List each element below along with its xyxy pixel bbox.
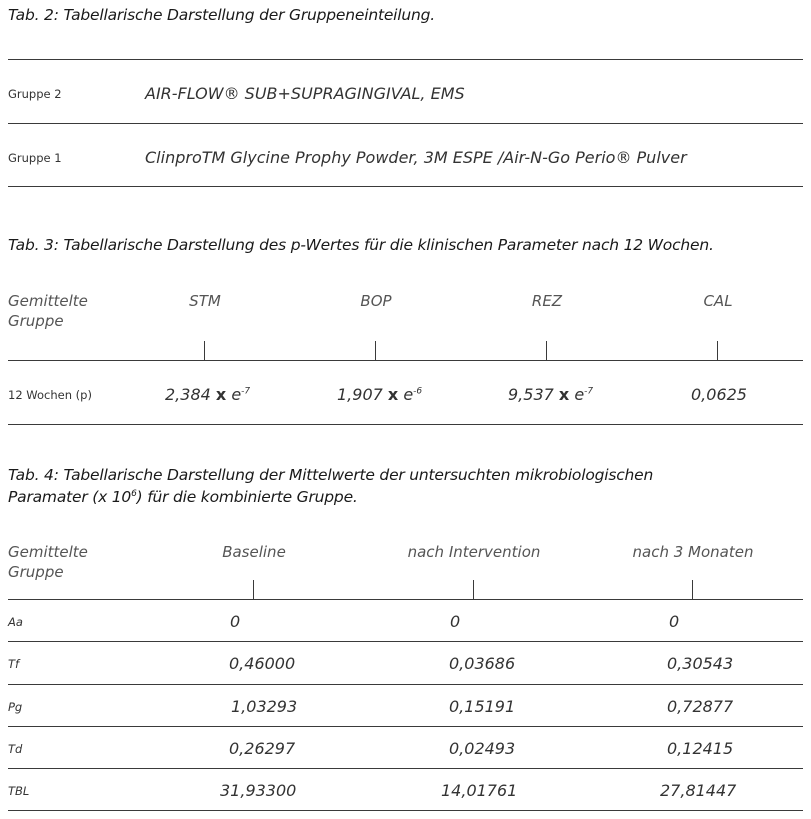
tab3-col-tick [375, 341, 376, 360]
tab3-col-tick [546, 341, 547, 360]
tab4-cell: 0,30543 [667, 654, 734, 673]
tab3-header-rule [8, 360, 803, 361]
tab4-row-label: TBL [8, 784, 30, 798]
tab3-col-tick [204, 341, 205, 360]
tab2-row-group: Gruppe 2 [8, 87, 62, 101]
tab4-cell: 0,02493 [449, 739, 516, 758]
tab4-col-header: Baseline [222, 543, 286, 561]
tab4-row-label: Aa [8, 615, 23, 629]
tab4-header-left-line1: Gemittelte [8, 543, 88, 561]
tab4-row-label: Td [8, 742, 23, 756]
tab4-cell: 0,26297 [229, 739, 296, 758]
tab3-col-header: STM [189, 292, 221, 310]
tab4-row-rule [8, 726, 803, 727]
tab4-header-left [8, 542, 88, 582]
tab4-col-tick [692, 580, 693, 599]
tab3-col-header: CAL [703, 292, 733, 310]
tab4-row-rule [8, 768, 803, 769]
tab4-row-rule [8, 641, 803, 642]
tab4-bottom-rule [8, 810, 803, 811]
tab4-cell: 14,01761 [441, 781, 518, 800]
tab4-cell: 0 [669, 612, 680, 631]
tab4-cell: 0,72877 [667, 697, 734, 716]
tab4-cell: 0 [230, 612, 241, 631]
tab3-value-rez: 9,537 x $e^{-7}$ [508, 385, 594, 404]
tab4-cell: 27,81447 [660, 781, 737, 800]
tab4-col-header: nach 3 Monaten [632, 543, 754, 561]
tab4-cell: 0 [450, 612, 461, 631]
tab2-mid-rule [8, 123, 803, 124]
tab3-col-header: REZ [531, 292, 563, 310]
tab3-caption: Tab. 3: Tabellarische Darstellung des p-Wertes für die klinischen Parameter nach 12 Wochen. [8, 236, 714, 254]
tab4-col-tick [253, 580, 254, 599]
tab2-row-product: AIR-FLOW® SUB+SUPRAGINGIVAL, EMS [145, 84, 465, 103]
tab2-top-rule [8, 59, 803, 60]
tab4-cell: 0,03686 [449, 654, 516, 673]
tab4-caption-line1: Tab. 4: Tabellarische Darstellung der Mittelwerte der untersuchten mikrobiologischen [8, 466, 654, 484]
tab4-header-left-line2: Gruppe [8, 563, 64, 581]
tab3-value-cal: 0,0625 [691, 385, 747, 404]
tab4-cell: 0,15191 [449, 697, 516, 716]
tab4-caption-line2: Paramater (x $10^6$) für die kombinierte Gruppe. [8, 488, 358, 506]
tab3-row-label: 12 Wochen (p) [8, 388, 92, 402]
tab2-row-group: Gruppe 1 [8, 151, 62, 165]
tab3-value-bop: 1,907 x $e^{-6}$ [337, 385, 423, 404]
tab3-col-tick [717, 341, 718, 360]
tab4-col-header: nach Intervention [407, 543, 541, 561]
tab4-cell: 31,93300 [220, 781, 297, 800]
tab3-header-left [8, 291, 88, 331]
tab4-row-label: Pg [8, 700, 23, 714]
tab4-cell: 0,12415 [667, 739, 734, 758]
tab2-bottom-rule [8, 186, 803, 187]
tab3-col-header: BOP [360, 292, 392, 310]
tab4-col-tick [473, 580, 474, 599]
tab4-header-rule [8, 599, 803, 600]
tab3-header-left-line2: Gruppe [8, 312, 64, 330]
tab3-header-left-line1: Gemittelte [8, 292, 88, 310]
tab4-cell: 0,46000 [229, 654, 296, 673]
tab4-cell: 1,03293 [231, 697, 298, 716]
tab2-caption: Tab. 2: Tabellarische Darstellung der Gruppeneinteilung. [8, 6, 435, 24]
tab4-row-rule [8, 684, 803, 685]
tab3-value-stm: 2,384 x $e^{-7}$ [165, 385, 251, 404]
tab4-row-label: Tf [8, 657, 20, 671]
tab3-bottom-rule [8, 424, 803, 425]
tab2-row-product: ClinproTM Glycine Prophy Powder, 3M ESPE /Air-N-Go Perio® Pulver [145, 148, 687, 167]
